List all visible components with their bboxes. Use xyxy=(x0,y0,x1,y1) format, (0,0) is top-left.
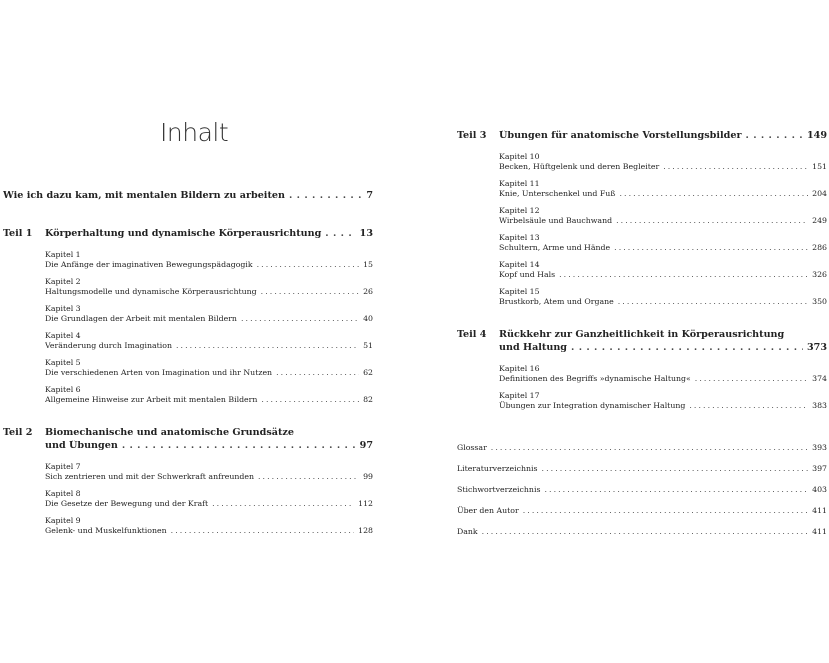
chapter-title: Wirbelsäule und Bauchwand xyxy=(499,216,613,225)
entry-title: Über den Autor xyxy=(457,506,519,515)
page-number: 411 xyxy=(812,527,827,536)
back-ueber-den-autor[interactable] xyxy=(457,506,827,515)
page-number: 374 xyxy=(812,374,827,383)
dot-leader xyxy=(241,314,359,323)
chapter-15-label: Kapitel 15 xyxy=(499,287,540,296)
dot-leader xyxy=(544,485,808,494)
page-number: 393 xyxy=(812,443,827,452)
page-number: 26 xyxy=(363,287,373,296)
chapter-1-label: Kapitel 1 xyxy=(45,250,81,259)
part-title: und Übungen xyxy=(45,440,118,451)
back-dank[interactable] xyxy=(457,527,827,536)
chapter-10-label: Kapitel 10 xyxy=(499,152,540,161)
chapter-11-label: Kapitel 11 xyxy=(499,179,540,188)
page-number: 51 xyxy=(363,341,373,350)
page-number: 204 xyxy=(812,189,827,198)
chapter-title: Becken, Hüftgelenk und deren Begleiter xyxy=(499,162,660,171)
chapter-1-entry[interactable] xyxy=(45,260,373,269)
part-1-heading[interactable] xyxy=(45,228,373,239)
page-number: 403 xyxy=(812,485,827,494)
back-literaturverzeichnis[interactable] xyxy=(457,464,827,473)
part-3-heading[interactable] xyxy=(499,130,827,141)
dot-leader xyxy=(258,472,359,481)
chapter-6-label: Kapitel 6 xyxy=(45,385,81,394)
dot-leader xyxy=(614,243,808,252)
entry-title: Glossar xyxy=(457,443,487,452)
dot-leader xyxy=(257,260,359,269)
part-4-title-line1[interactable]: Rückkehr zur Ganzheitlichkeit in Körperausrichtung xyxy=(499,329,785,340)
page-number: 128 xyxy=(358,526,373,535)
chapter-2-entry[interactable] xyxy=(45,287,373,296)
page-number: 13 xyxy=(359,228,373,239)
back-stichwortverzeichnis[interactable] xyxy=(457,485,827,494)
chapter-17-label: Kapitel 17 xyxy=(499,391,540,400)
chapter-title: Veränderung durch Imagination xyxy=(45,341,172,350)
page-number: 249 xyxy=(812,216,827,225)
dot-leader xyxy=(523,506,808,515)
part-2-tag: Teil 2 xyxy=(3,427,33,438)
chapter-13-entry[interactable] xyxy=(499,243,827,252)
dot-leader xyxy=(261,395,359,404)
dot-leader xyxy=(571,342,803,353)
chapter-5-entry[interactable] xyxy=(45,368,373,377)
back-glossar[interactable] xyxy=(457,443,827,452)
page-number: 326 xyxy=(812,270,827,279)
page-number: 411 xyxy=(812,506,827,515)
entry-title: Literaturverzeichnis xyxy=(457,464,538,473)
chapter-2-label: Kapitel 2 xyxy=(45,277,81,286)
part-2-heading[interactable] xyxy=(45,440,373,451)
dot-leader xyxy=(689,401,808,410)
dot-leader xyxy=(122,440,356,451)
page-number: 7 xyxy=(366,190,373,201)
chapter-11-entry[interactable] xyxy=(499,189,827,198)
dot-leader xyxy=(559,270,808,279)
entry-title: Dank xyxy=(457,527,478,536)
part-1-tag: Teil 1 xyxy=(3,228,33,239)
chapter-title: Brustkorb, Atem und Organe xyxy=(499,297,614,306)
page-number: 350 xyxy=(812,297,827,306)
chapter-16-entry[interactable] xyxy=(499,374,827,383)
chapter-6-entry[interactable] xyxy=(45,395,373,404)
chapter-17-entry[interactable] xyxy=(499,401,827,410)
chapter-title: Übungen zur Integration dynamischer Haltung xyxy=(499,401,686,410)
part-title: und Haltung xyxy=(499,342,568,353)
chapter-14-entry[interactable] xyxy=(499,270,827,279)
chapter-14-label: Kapitel 14 xyxy=(499,260,540,269)
chapter-title: Die Grundlagen der Arbeit mit mentalen Bildern xyxy=(45,314,237,323)
page-number: 151 xyxy=(812,162,827,171)
dot-leader xyxy=(276,368,359,377)
dot-leader xyxy=(171,526,354,535)
chapter-3-label: Kapitel 3 xyxy=(45,304,81,313)
chapter-title: Schultern, Arme und Hände xyxy=(499,243,611,252)
page-number: 112 xyxy=(358,499,373,508)
chapter-title: Definitionen des Begriffs »dynamische Haltung« xyxy=(499,374,691,383)
chapter-title: Knie, Unterschenkel und Fuß xyxy=(499,189,616,198)
chapter-9-entry[interactable] xyxy=(45,526,373,535)
dot-leader xyxy=(619,189,808,198)
part-title: Übungen für anatomische Vorstellungsbilder xyxy=(499,130,742,141)
chapter-4-label: Kapitel 4 xyxy=(45,331,81,340)
entry-title: Stichwortverzeichnis xyxy=(457,485,541,494)
page-number: 62 xyxy=(363,368,373,377)
chapter-7-label: Kapitel 7 xyxy=(45,462,81,471)
dot-leader xyxy=(618,297,808,306)
dot-leader xyxy=(542,464,809,473)
page-number: 383 xyxy=(812,401,827,410)
page-number: 15 xyxy=(363,260,373,269)
dot-leader xyxy=(663,162,808,171)
chapter-5-label: Kapitel 5 xyxy=(45,358,81,367)
toc-intro-entry[interactable] xyxy=(3,190,373,201)
chapter-title: Die verschiedenen Arten von Imagination und ihr Nutzen xyxy=(45,368,273,377)
chapter-title: Allgemeine Hinweise zur Arbeit mit mentalen Bildern xyxy=(45,395,258,404)
part-3-tag: Teil 3 xyxy=(457,130,487,141)
chapter-3-entry[interactable] xyxy=(45,314,373,323)
chapter-8-entry[interactable] xyxy=(45,499,373,508)
page-title: Inhalt xyxy=(160,118,229,147)
chapter-title: Kopf und Hals xyxy=(499,270,556,279)
dot-leader xyxy=(212,499,354,508)
dot-leader xyxy=(491,443,808,452)
page-number: 286 xyxy=(812,243,827,252)
dot-leader xyxy=(695,374,808,383)
part-4-heading[interactable] xyxy=(499,342,827,353)
chapter-12-label: Kapitel 12 xyxy=(499,206,540,215)
part-title: Körperhaltung und dynamische Körperausrichtung xyxy=(45,228,322,239)
chapter-15-entry[interactable] xyxy=(499,297,827,306)
dot-leader xyxy=(325,228,355,239)
entry-title: Wie ich dazu kam, mit mentalen Bildern zu arbeiten xyxy=(3,190,285,201)
chapter-title: Die Gesetze der Bewegung und der Kraft xyxy=(45,499,209,508)
page-number: 40 xyxy=(363,314,373,323)
dot-leader xyxy=(746,130,803,141)
page-number: 373 xyxy=(806,342,827,353)
dot-leader xyxy=(289,190,362,201)
chapter-9-label: Kapitel 9 xyxy=(45,516,81,525)
chapter-7-entry[interactable] xyxy=(45,472,373,481)
chapter-8-label: Kapitel 8 xyxy=(45,489,81,498)
part-2-title-line1[interactable]: Biomechanische und anatomische Grundsätze xyxy=(45,427,294,438)
chapter-12-entry[interactable] xyxy=(499,216,827,225)
page-number: 149 xyxy=(806,130,827,141)
chapter-4-entry[interactable] xyxy=(45,341,373,350)
chapter-title: Die Anfänge der imaginativen Bewegungspädagogik xyxy=(45,260,253,269)
chapter-title: Haltungsmodelle und dynamische Körperausrichtung xyxy=(45,287,257,296)
page-number: 82 xyxy=(363,395,373,404)
chapter-16-label: Kapitel 16 xyxy=(499,364,540,373)
dot-leader xyxy=(482,527,808,536)
chapter-title: Gelenk- und Muskelfunktionen xyxy=(45,526,167,535)
chapter-13-label: Kapitel 13 xyxy=(499,233,540,242)
part-4-tag: Teil 4 xyxy=(457,329,487,340)
dot-leader xyxy=(176,341,359,350)
dot-leader xyxy=(261,287,359,296)
page-number: 397 xyxy=(812,464,827,473)
chapter-10-entry[interactable] xyxy=(499,162,827,171)
chapter-title: Sich zentrieren und mit der Schwerkraft anfreunden xyxy=(45,472,254,481)
page-number: 99 xyxy=(363,472,373,481)
dot-leader xyxy=(616,216,808,225)
page-number: 97 xyxy=(359,440,373,451)
